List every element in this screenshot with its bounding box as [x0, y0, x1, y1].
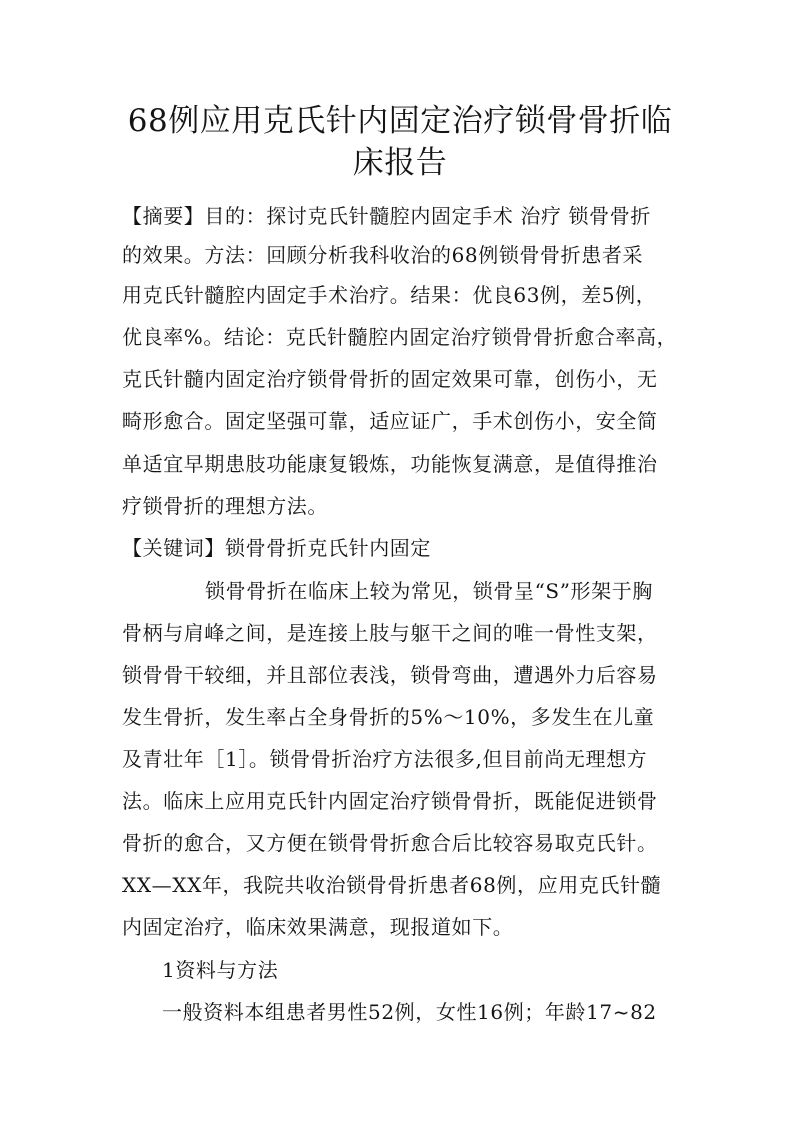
body-line: 法。临床上应用克氏针内固定治疗锁骨骨折，既能促进锁骨: [122, 789, 658, 813]
section-heading: 1资料与方法: [162, 958, 279, 982]
document-title-line-1: 68例应用克氏针内固定治疗锁骨骨折临: [127, 103, 673, 139]
body-line: 及青壮年［1］。锁骨骨折治疗方法很多,但目前尚无理想方: [122, 747, 648, 771]
abstract-line: 疗锁骨折的理想方法。: [122, 494, 328, 518]
keywords-line: 【关键词】锁骨骨折克氏针内固定: [122, 536, 431, 560]
body-line: XX—XX年，我院共收治锁骨骨折患者68例，应用克氏针髓: [122, 873, 662, 897]
abstract-line: 【摘要】目的：探讨克氏针髓腔内固定手术 治疗 锁骨骨折: [122, 204, 651, 228]
abstract-line: 单适宜早期患肢功能康复锻炼，功能恢复满意，是值得推治: [122, 452, 658, 476]
abstract-line: 克氏针髓内固定治疗锁骨骨折的固定效果可靠，创伤小，无: [122, 367, 658, 391]
body-line: 锁骨骨干较细，并且部位表浅，锁骨弯曲，遭遇外力后容易: [122, 663, 658, 687]
abstract-line: 优良率%。结论：克氏针髓腔内固定治疗锁骨骨折愈合率高，: [122, 325, 678, 349]
document-title-line-2: 床报告: [352, 145, 448, 181]
abstract-line: 的效果。方法：回顾分析我科收治的68例锁骨骨折患者采: [122, 243, 644, 267]
abstract-line: 用克氏针髓腔内固定手术治疗。结果：优良63例，差5例，: [122, 283, 657, 307]
body-line: 一般资料本组患者男性52例，女性16例；年龄17~82: [162, 1000, 657, 1024]
body-line: 锁骨骨折在临床上较为常见，锁骨呈“S”形架于胸: [205, 579, 653, 603]
body-line: 骨折的愈合，又方便在锁骨骨折愈合后比较容易取克氏针。: [122, 831, 658, 855]
body-line: 发生骨折，发生率占全身骨折的5%～10%，多发生在儿童: [122, 705, 655, 729]
abstract-line: 畸形愈合。固定坚强可靠，适应证广，手术创伤小，安全简: [122, 409, 658, 433]
body-line: 骨柄与肩峰之间，是连接上肢与躯干之间的唯一骨性支架，: [122, 621, 658, 645]
body-line: 内固定治疗，临床效果满意，现报道如下。: [122, 915, 514, 939]
